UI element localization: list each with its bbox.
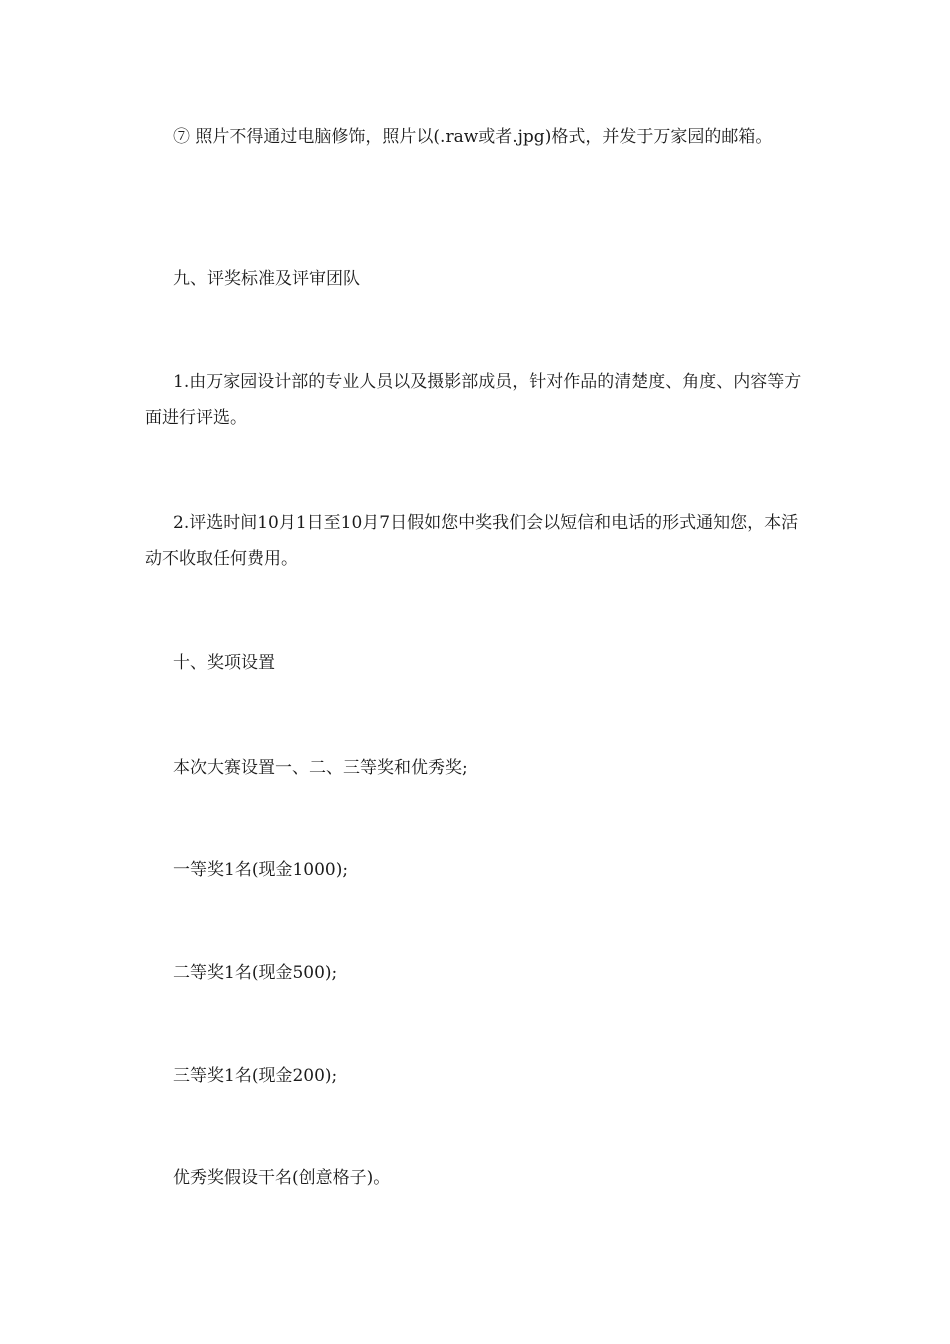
paragraph-judging-criteria: 1.由万家园设计部的专业人员以及摄影部成员，针对作品的清楚度、角度、内容等方面进行评选。 xyxy=(145,372,802,428)
paragraph-first-prize: 一等奖1名(现金1000); xyxy=(173,860,349,880)
paragraph-photo-rule: ⑦ 照片不得通过电脑修饰，照片以(.raw或者.jpg)格式，并发于万家园的邮箱。 xyxy=(173,127,773,147)
paragraph-excellence-prize: 优秀奖假设干名(创意格子)。 xyxy=(173,1168,391,1188)
paragraph-third-prize: 三等奖1名(现金200); xyxy=(173,1066,338,1086)
section-heading-awards: 十、奖项设置 xyxy=(173,653,275,673)
paragraph-second-prize: 二等奖1名(现金500); xyxy=(173,963,338,983)
paragraph-awards-intro: 本次大赛设置一、二、三等奖和优秀奖; xyxy=(173,758,468,778)
paragraph-judging-time: 2.评选时间10月1日至10月7日假如您中奖我们会以短信和电话的形式通知您，本活动不收取任何费用。 xyxy=(145,513,799,569)
section-heading-judging: 九、评奖标准及评审团队 xyxy=(173,269,360,289)
